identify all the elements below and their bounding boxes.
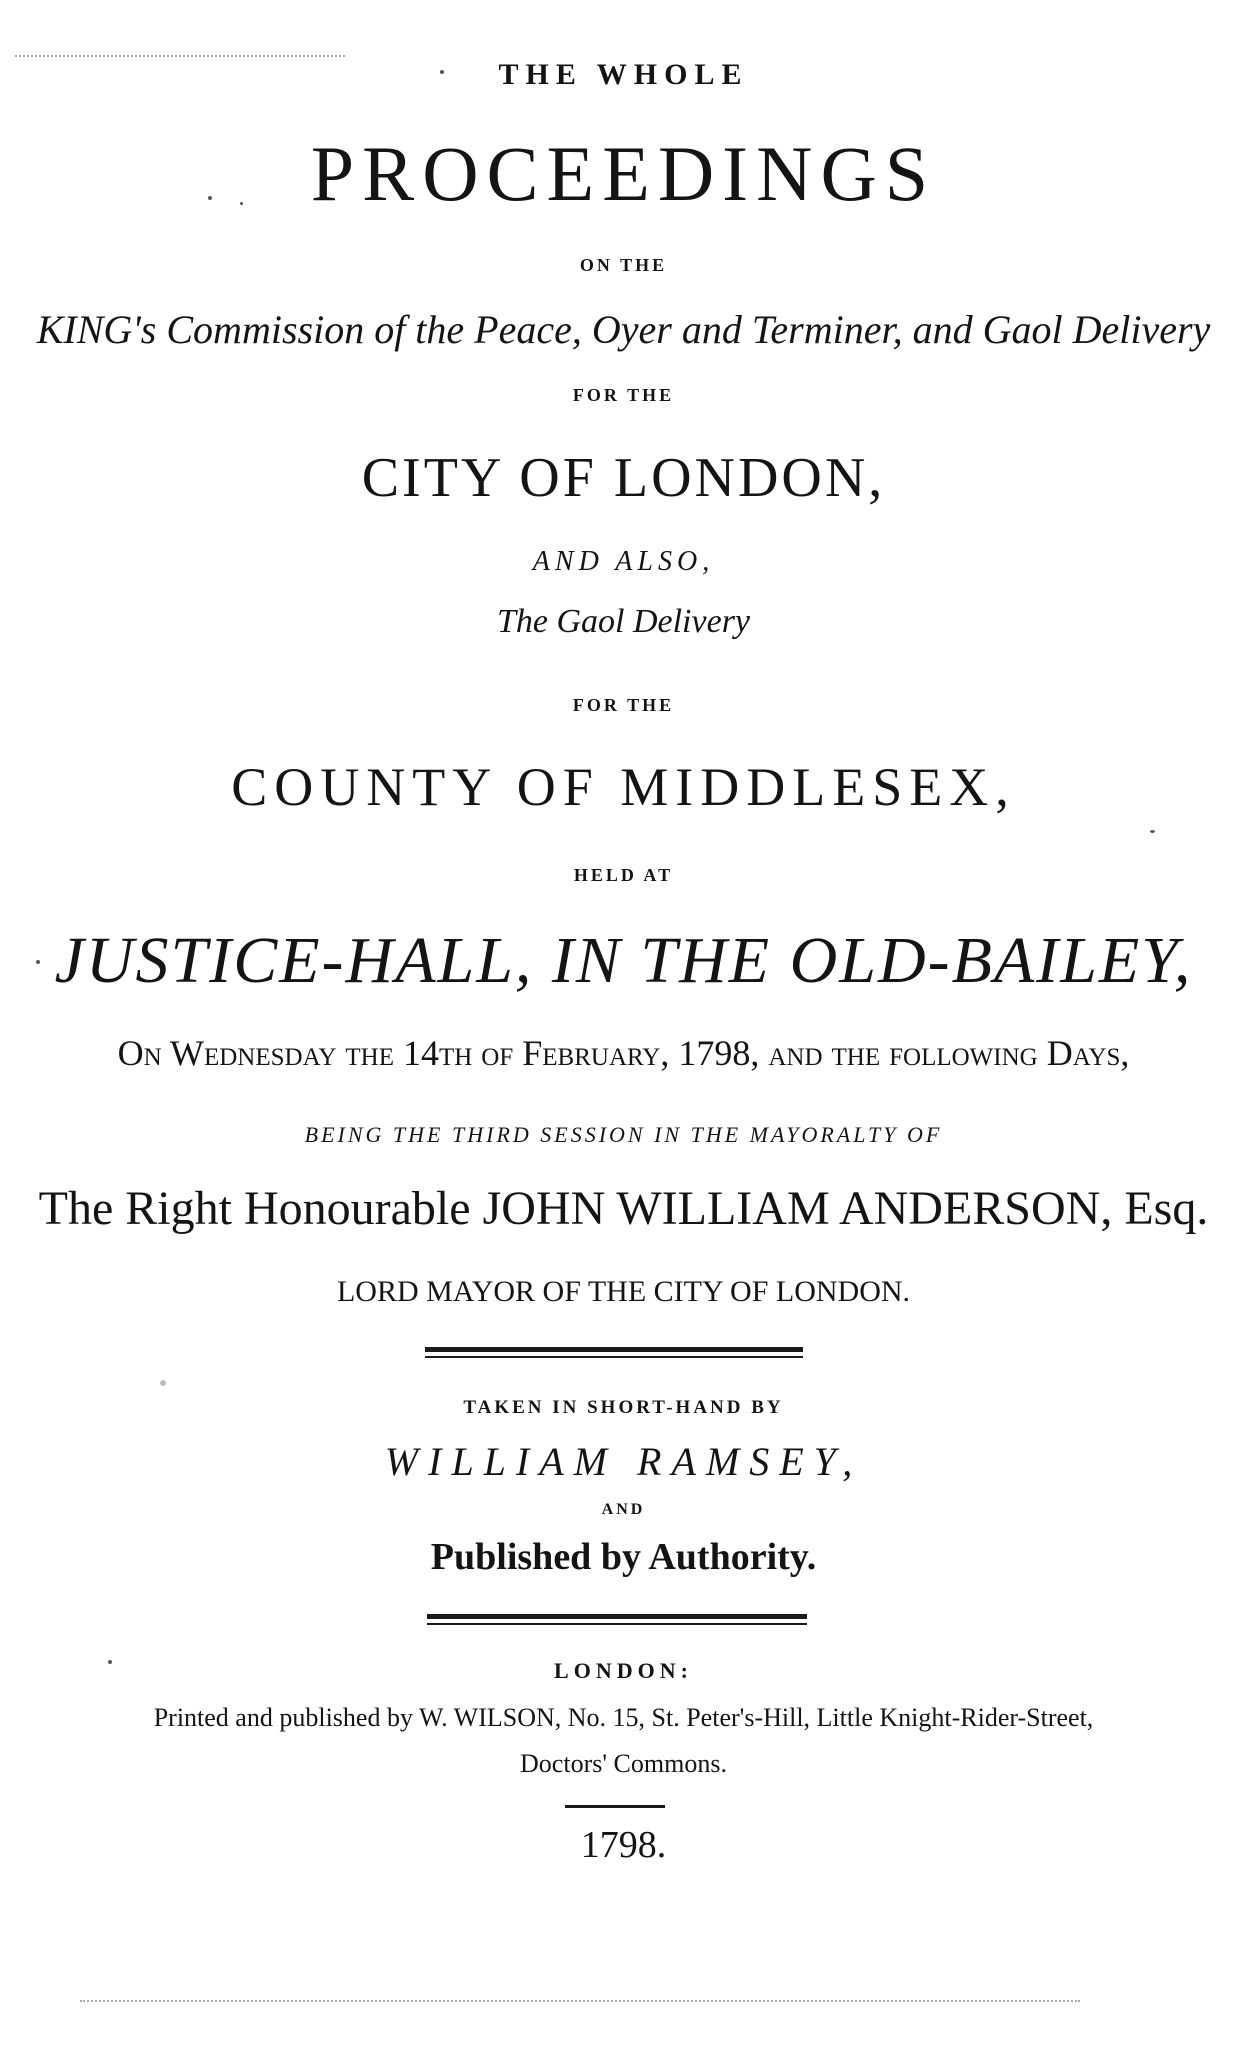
published-by-authority: Published by Authority. <box>430 1536 817 1578</box>
double-rule-bottom-thin <box>427 1623 807 1625</box>
heading-justice-hall: JUSTICE-HALL, IN THE OLD-BAILEY, <box>54 924 1193 997</box>
lord-mayor-line: LORD MAYOR OF THE CITY OF LONDON. <box>336 1275 911 1308</box>
reporter-name: WILLIAM RAMSEY, <box>384 1439 863 1484</box>
speck <box>36 960 40 964</box>
imprint-printer: Printed and published by W. WILSON, No. 15, St. Peter's-Hill, Little Knight-Rider-Street, <box>153 1703 1094 1732</box>
heading-the-whole: THE WHOLE <box>498 58 749 91</box>
double-rule-bottom-thick <box>427 1614 807 1619</box>
text-third-session: BEING THE THIRD SESSION IN THE MAYORALTY OF <box>304 1122 943 1147</box>
speck <box>440 70 444 74</box>
speck <box>240 202 243 205</box>
short-rule <box>565 1805 665 1808</box>
scan-artifact-top <box>15 55 345 59</box>
text-held-at: HELD AT <box>573 865 674 885</box>
commission-line: KING's Commission of the Peace, Oyer and Terminer, and Gaol Delivery <box>36 307 1211 352</box>
text-on-the: ON THE <box>579 255 668 275</box>
imprint-doctors-commons: Doctors' Commons. <box>520 1749 727 1778</box>
date-line: On Wednesday the 14th of February, 1798, and the following Days, <box>117 1033 1130 1073</box>
scan-artifact-bottom <box>80 2000 1080 2004</box>
heading-city-of-london: CITY OF LONDON, <box>361 447 886 509</box>
imprint-year: 1798. <box>580 1824 667 1866</box>
mayor-name-line: The Right Honourable JOHN WILLIAM ANDERSON, Esq. <box>38 1182 1209 1235</box>
double-rule-top-thick <box>425 1347 803 1352</box>
speck <box>160 1380 166 1386</box>
heading-proceedings: PROCEEDINGS <box>310 130 937 217</box>
text-for-the-2: FOR THE <box>572 695 675 715</box>
heading-county: COUNTY OF MIDDLESEX, <box>231 757 1016 817</box>
text-and: AND <box>601 1501 646 1518</box>
text-for-the-1: FOR THE <box>572 385 675 405</box>
speck <box>208 196 212 200</box>
text-taken-in-shorthand: TAKEN IN SHORT-HAND BY <box>463 1397 784 1418</box>
imprint-place: LONDON: <box>554 1658 693 1683</box>
double-rule-top-thin <box>425 1356 803 1358</box>
text-gaol-delivery: The Gaol Delivery <box>496 603 751 640</box>
speck <box>108 1660 112 1664</box>
text-and-also: AND ALSO, <box>532 546 715 577</box>
speck <box>1150 830 1155 833</box>
